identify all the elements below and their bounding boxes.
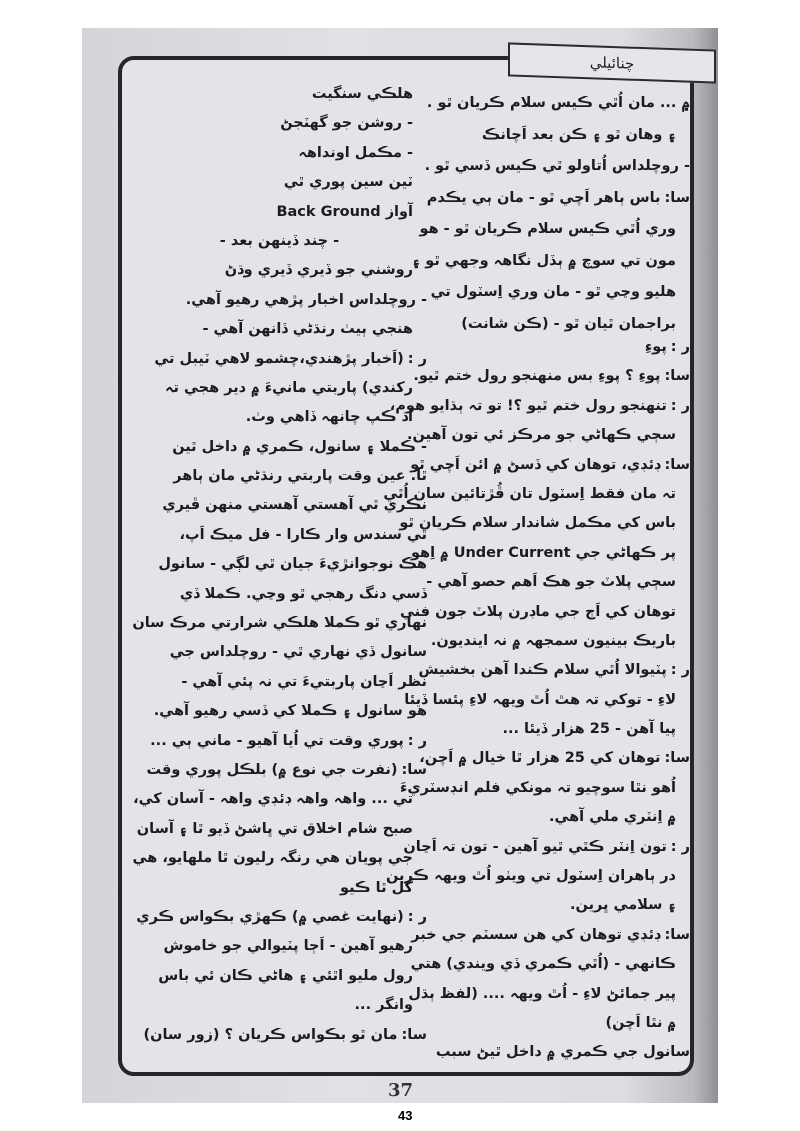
line-text: پوري وقت تي اُيا آهيو - ماني ٻي ... [150,732,404,749]
speaker-label: ر : [670,397,690,414]
script-line [132,727,427,756]
speaker-label: سا: [664,750,690,767]
line-text: لاءِ - توکي تہ هٿ اُٿ ويهہ لاءِ پئسا ڏيئا [404,691,676,708]
script-line [426,568,690,597]
line-text: هو سانول ۽ ڪملا کي ڏسي رهيو آهي. [153,703,427,720]
line-text: مون تي سوچ ۾ ٻڏل نگاهہ وجهي ٿو ۽ [411,252,676,269]
speaker-label: سا: [664,368,690,385]
line-text: باس کي مڪمل شاندار سلام ڪريان ٿو [399,515,676,532]
script-line [406,421,690,450]
script-line [132,403,427,432]
script-line [430,627,690,656]
line-text: ٿي سندس وار ڪارا - فل ميڪ اَپ، [179,526,427,543]
script-line [132,1021,427,1050]
line-text: رکندي) پاربتي مانيءَ ۾ دير هجي تہ [164,379,413,396]
script-line [389,392,690,421]
line-text: ۾ نٿا اَچن) [605,1014,676,1031]
script-line [132,815,427,844]
script-line [403,833,690,862]
line-text: ٽين سين پوري ٿي [283,174,413,191]
line-text: - چند ڏينهن بعد - [219,232,340,249]
script-line [410,451,690,480]
script-line [132,315,427,344]
script-line [132,903,427,932]
line-text: (نفرت جي نوع ۾) بلڪل پوري وقت [146,761,398,778]
line-text: اُهو نٿا سوچيو تہ مونکي فلم انڊسٽريءَ [399,779,676,796]
line-text: ۾ ... مان اُٿي ڪيس سلام ڪريان ٿو . [426,95,690,111]
script-line [436,1038,690,1067]
script-line [399,774,690,803]
script-line [413,362,690,391]
line-text: (نهايت غصي ۾) ڪهڙي بڪواس ڪري [136,908,404,925]
script-line [436,803,690,832]
folio-number: 43 [398,1108,413,1123]
line-text: وانگر ... [354,997,413,1014]
script-line [132,433,427,462]
script-line [132,374,427,403]
speaker-label: سا: [664,189,690,206]
line-text: پير جمائڻ لاءِ - اُٿ ويهہ .... (لفظ ٻڌل [408,985,676,1002]
script-line [436,1009,690,1038]
line-text: ڪانهي - (اُٿي ڪمري ڏي ويندي) هتي [410,956,676,973]
script-line [132,286,427,315]
line-text: رول مليو اٿئي ۽ هاڻي ڪان ئي باس [158,967,413,984]
line-text: تہ مان فقط اِسٽول تان ڦُڙتائين سان اُٿي [383,485,676,502]
speaker-label: سا: [664,926,690,943]
line-text: جي پويان هي رنگہ رليون ٿا ملهايو، هي [132,850,413,867]
script-line [410,950,690,979]
line-text: ۽ سلامي ڀرين. [570,897,676,914]
script-line [399,509,690,538]
script-line [436,120,690,152]
script-line [132,785,427,814]
line-text: (اَخبار پڙهندي،چشمو لاهي ٽيبل تي [154,350,404,367]
line-text: هليو وڃي ٿو - مان وري اِسٽول تي [430,284,676,300]
script-line [411,921,690,950]
line-text: روشني جو ڏيري ڏيري وڌڻ [224,262,413,279]
line-text: سانول جي ڪمري ۾ داخل ٿيڻ سبب [435,1044,690,1061]
line-text: وري اُٿي ڪيس سلام ڪريان ٿو - هو [419,221,676,237]
script-line [410,539,690,568]
script-line [132,697,427,726]
script-line [132,491,427,520]
script-line [132,168,427,197]
line-text: سڄي ڪهاڻي جو مرڪز ئي تون آهين. [406,427,676,444]
script-line [386,862,690,891]
line-text: باس ٻاهر اَچي ٿو - مان ٻي يڪدم [426,189,661,206]
speaker-label: سا: [401,1026,427,1043]
line-text: در ٻاهران اِسٽول تي ويٺو اُٿ ويهہ ڪرين [386,868,676,885]
script-line [132,874,427,903]
script-line [430,277,690,309]
line-text: سانول ڏي نهاري ٿي - روچلداس جي [169,644,427,661]
line-text: نظر اَڃان پاربتيءَ تي نہ پئي آهي - [181,673,427,690]
section-title: چنائيلي [589,53,635,73]
line-text: براجمان ٿيان ٿو - (ڪن شانت) [461,315,676,332]
script-line [132,962,427,991]
line-text: - ڪملا ۽ سانول، ڪمري ۾ داخل ٿين [172,438,427,455]
script-line [132,462,427,491]
line-text: ڏسي دنگ رهجي ٿو وڃي. ڪملا ڏي [179,585,427,602]
script-line [132,256,427,285]
line-text: نهاري ٿو ڪملا هلڪي شرارتي مرڪ سان [132,615,427,632]
line-text: - روچلداس اُتاولو ٿي ڪيس ڏسي ٿو . [424,158,690,174]
line-text: تي ... واهہ واهہ ڊئڊي واهہ - آسان کي، [133,791,413,808]
script-line [383,480,690,509]
script-line [408,980,690,1009]
script-line [426,183,690,215]
speaker-label: ر : [670,838,690,855]
script-line [132,638,427,667]
left-column [132,80,427,1050]
script-line [132,932,427,961]
line-text: باريڪ بينيون سمجهہ ۾ نہ اينديون. [430,632,676,649]
line-text: ٿا. عين وقت پاربتي رنڌڻي مان ٻاهر [173,468,427,485]
script-line [132,80,427,109]
script-line [132,521,427,550]
speaker-label: ر : [407,350,427,367]
script-line [419,744,690,773]
speaker-label: ر : [670,662,690,679]
script-line [436,891,690,920]
script-line [399,598,690,627]
script-line [404,686,690,715]
line-text: هلڪي سنگيت [311,86,413,102]
line-text: - روشن جو گهٽجڻ [280,115,413,132]
script-line [132,109,427,138]
script-line [132,844,427,873]
script-line [419,214,690,246]
script-line [436,333,690,362]
script-line [132,668,427,697]
script-line [436,715,690,744]
line-text: ڊئڊي، توهان کي ڏسڻ ۾ ائن اَچي ٿو [410,456,661,473]
line-text: ۾ اِنٽري ملي آهي. [548,809,676,826]
line-text: رهيو آهين - اَڄا پٽيوالي جو خاموش [163,938,413,955]
line-text: - روچلداس اخبار پڙهي رهيو آهي. [185,291,427,308]
line-text: تون اِنٽر ڪٿي ٿيو آهين - تون تہ اَڃان [403,838,667,855]
line-text: هڪ نوجوانڙيءَ جيان ٿي لڳي - سانول [158,556,427,573]
page-number: 37 [388,1080,414,1101]
line-text: پر ڪهاڻي جي Under Current ۾ اِهو [410,544,676,561]
right-column-top [411,88,690,340]
line-text: پيا آهن - 25 هزار ڏيئا ... [502,721,676,738]
line-text: ڊئڊي توهان کي هن سسٽم جي خبر [411,926,661,943]
line-text: تنهنجو رول ختم ٿيو ؟! تو تہ ٻڌايو هوم، [389,397,667,414]
line-text: آواز Back Ground [276,203,413,220]
line-text: مان ٿو بڪواس ڪريان ؟ (زور سان) [143,1026,398,1043]
script-line [132,139,427,168]
script-line [424,151,690,183]
script-line [132,580,427,609]
line-text: توهان کي 25 هزار ٿا خيال ۾ اَچن، [419,750,661,767]
script-line [132,198,427,227]
speaker-label: سا: [401,761,427,778]
line-text: پوءِ ؟ پوءِ بس منهنجو رول ختم ٿيو. [413,368,661,385]
script-line [132,345,427,374]
script-line [132,227,427,256]
speaker-label: ر : [407,908,427,925]
line-text: اَڌ ڪپ چانهہ ڏاهي وٺ. [245,409,413,426]
line-text: صبح شام اخلاق تي ڀاشڻ ڏيو ٿا ۽ آسان [136,820,413,837]
line-text: - مڪمل اونداهہ [298,144,413,161]
script-line [132,756,427,785]
script-line [132,609,427,638]
line-text: نڪري ٿي آهستي آهستي منهن ڦيري [162,497,427,514]
speaker-label: ر : [407,732,427,749]
line-text: پٽيوالا اُٿي سلام ڪندا آهن بخشيش [418,662,667,679]
section-header-tab [508,42,716,83]
script-line [426,88,690,120]
line-text: پوءِ [644,339,667,355]
speaker-label: سا: [664,456,690,473]
script-line [132,550,427,579]
script-line [418,656,690,685]
line-text: گل ٿا ڪيو [340,879,413,896]
line-text: توهان کي اَڄ جي ماڊرن پلاٽ جون فني [399,603,676,620]
line-text: ۽ وهان ٿو ۽ ڪن بعد اَچانڪ [481,126,676,143]
speaker-label: ر : [670,339,690,355]
script-line [132,991,427,1020]
script-line [411,246,690,278]
line-text: سڄي پلاٽ جو هڪ اَهم حصو آهي - [426,574,676,591]
line-text: هنجي ٻيٺ رنڌڻي ڏانهن آهي - [202,321,413,338]
